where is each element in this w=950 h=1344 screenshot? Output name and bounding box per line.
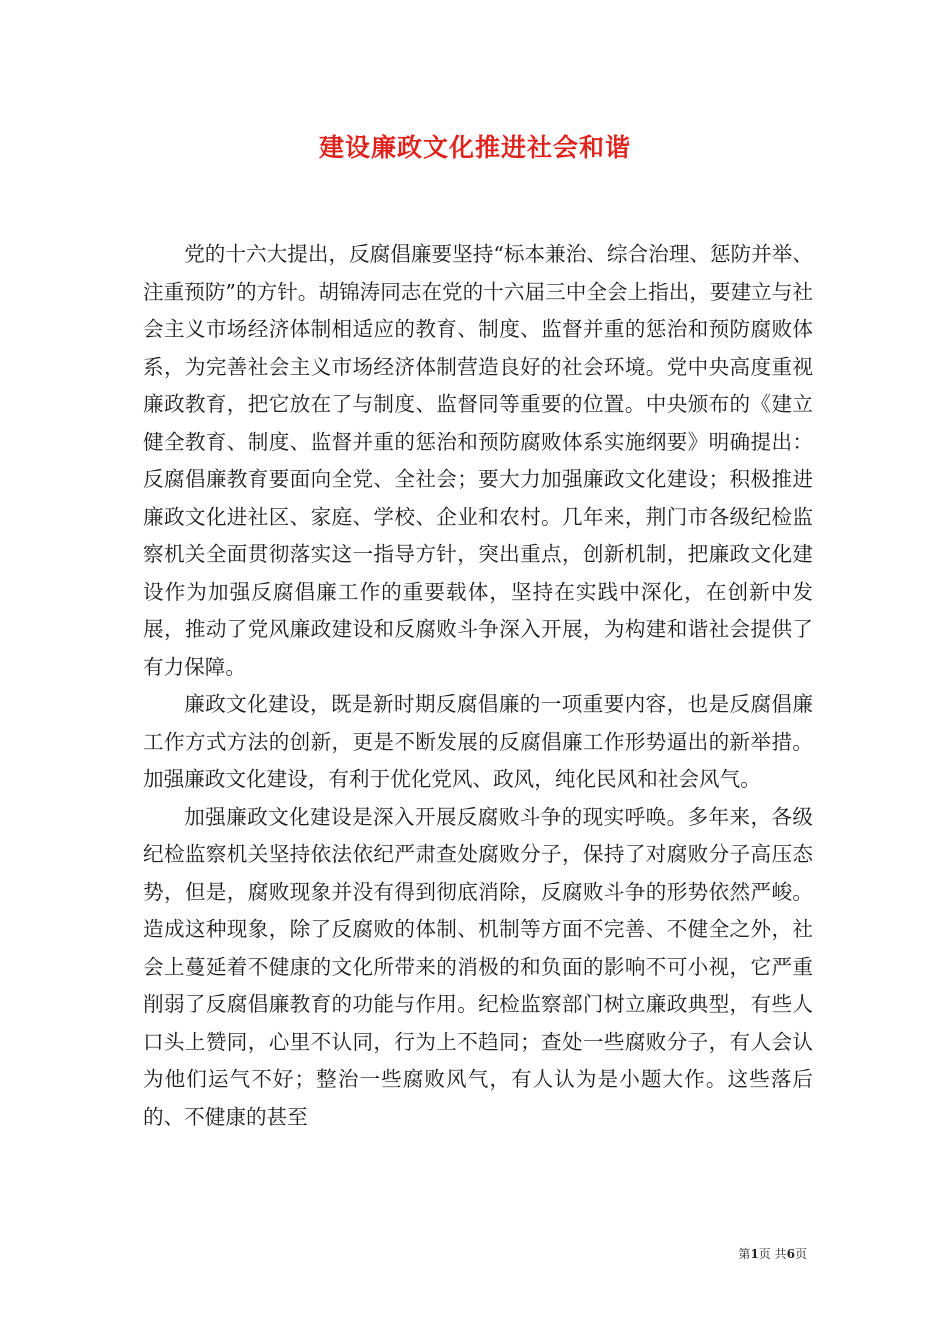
paragraph-1: 党的十六大提出，反腐倡廉要坚持“标本兼治、综合治理、惩防并举、注重预防”的方针。胡锦涛同志在党的十六届三中全会上指出，要建立与社会主义市场经济体制相适应的教育、制度、监督并重的惩治和预防腐败体系，为完善社会主义市场经济体制营造良好的社会环境。党中央高度重视廉政教育，把它放在了与制度、监督同等重要的位置。中央颁布的《建立健全教育、制度、监督并重的惩治和预防腐败体系实施纲要》明确提出：反腐倡廉教育要面向全党、全社会；要大力加强廉政文化建设；积极推进廉政文化进社区、家庭、学校、企业和农村。几年来，荆门市各级纪检监察机关全面贯彻落实这一指导方针，突出重点，创新机制，把廉政文化建设作为加强反腐倡廉工作的重要载体，坚持在实践中深化，在创新中发展，推动了党风廉政建设和反腐败斗争深入开展，为构建和谐社会提供了有力保障。 bbox=[143, 242, 813, 679]
footer-suffix: 页 bbox=[794, 1247, 807, 1261]
current-page-number: 1 bbox=[750, 1247, 759, 1261]
paragraph-3: 加强廉政文化建设是深入开展反腐败斗争的现实呼唤。多年来，各级纪检监察机关坚持依法依纪严肃查处腐败分子，保持了对腐败分子高压态势，但是，腐败现象并没有得到彻底消除，反腐败斗争的形势依然严峻。造成这种现象，除了反腐败的体制、机制等方面不完善、不健全之外，社会上蔓延着不健康的文化所带来的消极的和负面的影响不可小视，它严重削弱了反腐倡廉教育的功能与作用。纪检监察部门树立廉政典型，有些人口头上赞同，心里不认同，行为上不趋同；查处一些腐败分子，有人会认为他们运气不好；整治一些腐败风气，有人认为是小题大作。这些落后的、不健康的甚至 bbox=[143, 804, 813, 1129]
document-body bbox=[143, 236, 813, 1136]
paragraph-2: 廉政文化建设，既是新时期反腐倡廉的一项重要内容，也是反腐倡廉工作方式方法的创新，更是不断发展的反腐倡廉工作形势逼出的新举措。加强廉政文化建设，有利于优化党风、政风，纯化民风和社会风气。 bbox=[143, 692, 813, 791]
footer-prefix: 第 bbox=[738, 1247, 751, 1261]
document-title: 建设廉政文化推进社会和谐 bbox=[318, 133, 631, 162]
footer-middle: 页 共 bbox=[758, 1247, 787, 1261]
total-pages-number: 6 bbox=[786, 1247, 795, 1261]
page-number-footer bbox=[0, 1245, 807, 1263]
